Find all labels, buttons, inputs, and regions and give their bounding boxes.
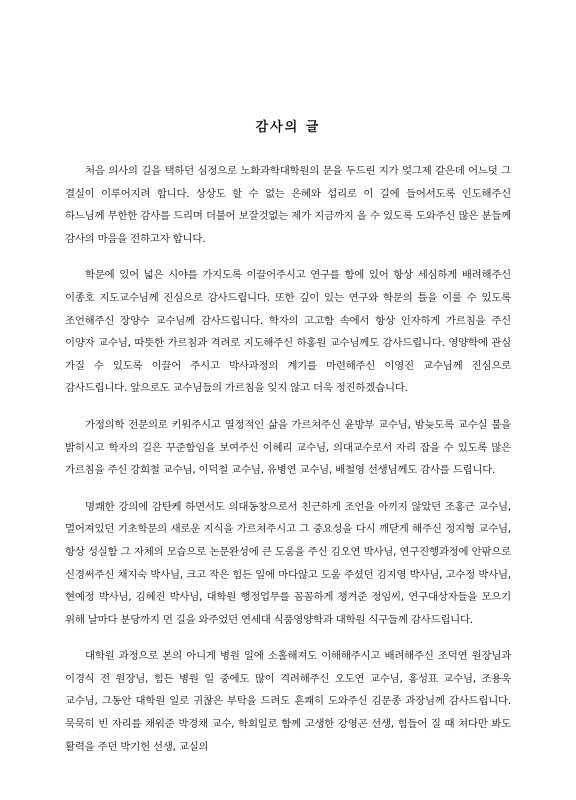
- paragraph-2: 학문에 있어 넓은 시야를 가지도록 이끌어주시고 연구를 함에 있어 항상 세심하게 배려해주신 이종호 지도교수님께 진심으로 감사드립니다. 또한 깊이 있는 연구와 학문의 틀을 이룰 수 있도록 조언해주신 장양수 교수님께 감사드립니다. 학자의 고고함 속에서 항상 인자하게 가르침을 주신 이양자 교수님, 따뜻한 가르침과 격려로 지도해주신 하홍원 교수님께도 감사드립니다. 영양학에 관심 가질 수 있도록 이끌어 주시고 박사과정의 계기를 마련해주신 이영진 교수님께 진심으로 감사드립니다. 앞으로도 교수님들의 가르침을 잊지 않고 더욱 정진하겠습니다.: [65, 269, 511, 395]
- paragraph-4: 명쾌한 강의에 감탄케 하면서도 의대동창으로서 친근하게 조언을 아끼지 않았던 조홍근 교수님, 멀어져있던 기초학문의 새로운 지식을 가르쳐주시고 그 중요성을 다시 깨닫게 해주신 정지형 교수님, 항상 성실함 그 자체의 모습으로 논문완성에 큰 도움을 주신 김오연 박사님, 연구진행과정에 안팎으로 신경써주신 채지숙 박사님, 크고 작은 힘든 일에 마다않고 도움 주셨던 김지영 박사님, 고수정 박사님, 현예정 박사님, 김혜진 박사님, 대학원 행정업무를 꼼꼼하게 챙겨준 정임씨, 연구대상자들을 모으기 위해 날마다 분당까지 먼 길을 와주었던 연세대 식품영양학과 대학원 식구들께 감사드립니다.: [65, 500, 511, 626]
- document-body: [65, 160, 511, 772]
- document-title: 감사의 글: [255, 120, 321, 135]
- paragraph-3: 가정의학 전문의로 키워주시고 열정적인 삶을 가르쳐주신 윤방부 교수님, 밤늦도록 교수실 불을 밝히시고 학자의 길은 꾸준함임을 보여주신 이혜리 교수님, 의대교수로서 자리 잡을 수 있도록 많은 가르침을 주신 강희철 교수님, 이덕철 교수님, 유병연 교수님, 배철영 선생님께도 감사를 드립니다.: [65, 418, 511, 477]
- paragraph-1: 처음 의사의 길을 택하던 심정으로 노화과학대학원의 문을 두드린 지가 엊그제 같은데 어느덧 그 결실이 이루어지려 합니다. 상상도 할 수 없는 은혜와 섭리로 이 길에 들어서도록 인도해주신 하느님께 무한한 감사를 드리며 더불어 보잘것없는 제가 지금까지 올 수 있도록 도와주신 많은 분들께 감사의 마음을 전하고자 합니다.: [65, 165, 511, 245]
- paragraph-5: 대학원 과정으로 본의 아니게 병원 일에 소홀해져도 이해해주시고 배려해주신 조덕연 원장님과 이경식 전 원장님, 힘든 병원 일 중에도 많이 격려해주신 오도연 교수님, 홍성표 교수님, 조용욱 교수님, 그동안 대학원 일로 귀찮은 부탁을 드려도 흔쾌히 도와주신 김문종 과장님께 감사드립니다. 묵묵히 빈 자리를 채워준 박경채 교수, 학회일로 함께 고생한 강영곤 선생, 힘들어 질 때 쳐다만 봐도 활력을 주던 박기헌 선생, 교실의: [65, 650, 511, 753]
